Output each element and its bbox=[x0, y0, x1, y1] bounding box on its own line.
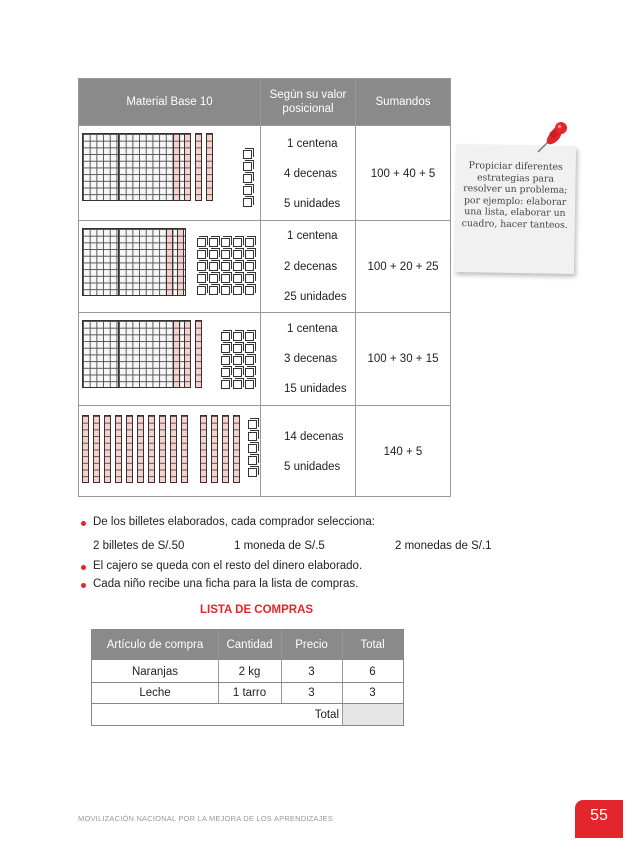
ten-rod bbox=[222, 415, 229, 483]
ten-rod bbox=[206, 133, 213, 201]
unit-cube bbox=[248, 468, 257, 477]
unit-cube bbox=[221, 238, 230, 247]
unit-cube bbox=[221, 286, 230, 295]
unit-cube bbox=[245, 344, 254, 353]
unit-cube bbox=[197, 286, 206, 295]
unit-cube bbox=[248, 420, 257, 429]
unit-cube bbox=[209, 250, 218, 259]
unit-cube bbox=[248, 444, 257, 453]
table-row-cell: 1 tarro bbox=[232, 687, 267, 699]
unit-cube bbox=[233, 238, 242, 247]
table-row-cell: Naranjas bbox=[131, 665, 179, 678]
ten-rod bbox=[93, 415, 100, 483]
row4-unidades: 5 unidades bbox=[284, 461, 341, 473]
unit-cube bbox=[243, 174, 252, 183]
unit-cube bbox=[233, 380, 242, 389]
ten-rod bbox=[159, 415, 166, 483]
unit-cube bbox=[243, 150, 252, 159]
unit-cube bbox=[245, 332, 254, 341]
ten-rod bbox=[173, 320, 180, 388]
unit-cube bbox=[221, 344, 230, 353]
ten-rod bbox=[211, 415, 218, 483]
row4-decenas: 14 decenas bbox=[284, 431, 344, 443]
ten-rod bbox=[195, 133, 202, 201]
note-text: Propiciar diferentes estrategias para resolver un problema; por ejemplo: elaborar una lista, elaborar un cuadro, hacer tanteos. bbox=[461, 160, 568, 231]
ten-rod bbox=[184, 133, 191, 201]
row2-centenas: 1 centena bbox=[287, 230, 338, 242]
table-header bbox=[79, 79, 450, 125]
row1-unidades: 5 unidades bbox=[284, 198, 341, 210]
ten-rod bbox=[181, 415, 188, 483]
row4-sumandos: 140 + 5 bbox=[383, 446, 423, 458]
table-row-cell: 3 bbox=[308, 687, 315, 699]
unit-cube bbox=[245, 380, 254, 389]
ten-rod bbox=[82, 415, 89, 483]
unit-cube bbox=[245, 368, 254, 377]
unit-cube bbox=[209, 286, 218, 295]
unit-cube bbox=[233, 344, 242, 353]
row3-unidades: 15 unidades bbox=[284, 383, 347, 395]
unit-cube bbox=[245, 356, 254, 365]
header-posicional: Según su valor posicional bbox=[269, 89, 347, 115]
unit-cube bbox=[221, 332, 230, 341]
ten-rod bbox=[115, 415, 122, 483]
unit-cube bbox=[245, 262, 254, 271]
unit-cube bbox=[233, 262, 242, 271]
header-sumandos: Sumandos bbox=[375, 96, 431, 108]
ten-rod bbox=[200, 415, 207, 483]
unit-cube bbox=[209, 262, 218, 271]
unit-cube bbox=[233, 332, 242, 341]
row3-centenas: 1 centena bbox=[287, 323, 338, 335]
footer-text: MOVILIZACIÓN NACIONAL POR LA MEJORA DE LOS APRENDIZAJES bbox=[78, 814, 333, 823]
unit-cube bbox=[245, 250, 254, 259]
row1-centenas: 1 centena bbox=[287, 138, 338, 150]
unit-cube bbox=[245, 286, 254, 295]
lista-header-articulo: Artículo de compra bbox=[106, 639, 204, 651]
table-row-cell: 6 bbox=[369, 665, 376, 678]
table-row-cell: Leche bbox=[139, 687, 171, 699]
row2-unidades: 25 unidades bbox=[284, 291, 347, 303]
bullet-3: Cada niño recibe una ficha para la lista de compras. bbox=[93, 578, 359, 590]
unit-cube bbox=[243, 198, 252, 207]
total-value-input[interactable] bbox=[343, 704, 403, 725]
ten-rod bbox=[148, 415, 155, 483]
ten-rod bbox=[126, 415, 133, 483]
unit-cube bbox=[233, 356, 242, 365]
table-row-cell: 2 kg bbox=[238, 665, 261, 678]
table-row-cell: 3 bbox=[369, 687, 376, 699]
bullet-2: El cajero se queda con el resto del dinero elaborado. bbox=[93, 560, 363, 572]
table-row-cell: 3 bbox=[308, 665, 315, 678]
lista-header-cantidad: Cantidad bbox=[226, 639, 273, 651]
row2-decenas: 2 decenas bbox=[284, 261, 338, 273]
ten-rod bbox=[184, 320, 191, 388]
unit-cube bbox=[243, 162, 252, 171]
unit-cube bbox=[233, 286, 242, 295]
ten-rod bbox=[137, 415, 144, 483]
unit-cube bbox=[221, 250, 230, 259]
unit-cube bbox=[248, 456, 257, 465]
money-item-3: 2 monedas de S/.1 bbox=[395, 540, 492, 552]
unit-cube bbox=[233, 250, 242, 259]
row1-sumandos: 100 + 40 + 5 bbox=[370, 168, 436, 180]
ten-rod bbox=[233, 415, 240, 483]
pushpin-icon bbox=[532, 118, 572, 158]
teacher-note bbox=[454, 144, 576, 274]
unit-cube bbox=[245, 274, 254, 283]
unit-cube bbox=[197, 238, 206, 247]
row1-decenas: 4 decenas bbox=[284, 168, 338, 180]
unit-cube bbox=[197, 274, 206, 283]
lista-header bbox=[92, 630, 403, 660]
unit-cube bbox=[245, 238, 254, 247]
header-material: Material Base 10 bbox=[126, 96, 213, 108]
money-item-1: 2 billetes de S/.50 bbox=[93, 540, 185, 552]
unit-cube bbox=[221, 368, 230, 377]
unit-cube bbox=[209, 274, 218, 283]
ten-rod bbox=[170, 415, 177, 483]
ten-rod bbox=[173, 133, 180, 201]
shopping-list-table bbox=[91, 629, 404, 726]
ten-rod bbox=[195, 320, 202, 388]
unit-cube bbox=[221, 262, 230, 271]
ten-rod bbox=[166, 228, 173, 296]
money-item-2: 1 moneda de S/.5 bbox=[234, 540, 325, 552]
unit-cube bbox=[209, 238, 218, 247]
page-number: 55 bbox=[590, 807, 608, 824]
total-label: Total bbox=[314, 708, 339, 721]
unit-cube bbox=[243, 186, 252, 195]
unit-cube bbox=[221, 356, 230, 365]
unit-cube bbox=[197, 262, 206, 271]
lista-title: LISTA DE COMPRAS bbox=[200, 604, 314, 616]
row3-sumandos: 100 + 30 + 15 bbox=[367, 353, 439, 365]
unit-cube bbox=[248, 432, 257, 441]
row2-sumandos: 100 + 20 + 25 bbox=[367, 261, 439, 273]
lista-header-precio: Precio bbox=[295, 639, 328, 651]
unit-cube bbox=[233, 368, 242, 377]
lista-header-total: Total bbox=[360, 639, 385, 651]
ten-rod bbox=[104, 415, 111, 483]
unit-cube bbox=[221, 380, 230, 389]
hundred-block bbox=[118, 228, 186, 296]
unit-cube bbox=[197, 250, 206, 259]
row3-decenas: 3 decenas bbox=[284, 353, 338, 365]
ten-rod bbox=[177, 228, 184, 296]
unit-cube bbox=[233, 274, 242, 283]
unit-cube bbox=[221, 274, 230, 283]
bullet-1: De los billetes elaborados, cada comprador selecciona: bbox=[93, 516, 375, 528]
